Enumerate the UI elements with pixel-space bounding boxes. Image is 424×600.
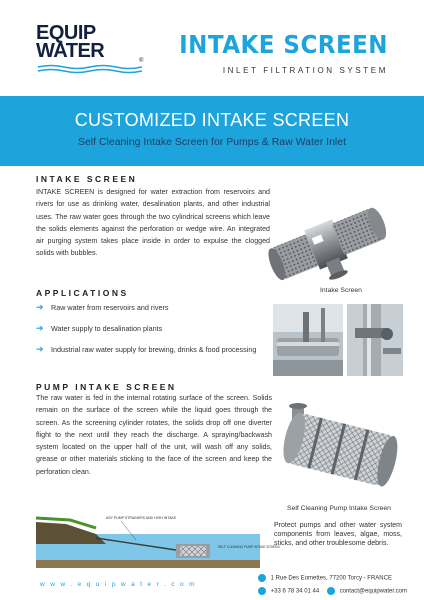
intake-screen-image bbox=[262, 196, 396, 286]
page-header bbox=[0, 0, 424, 96]
application-item bbox=[36, 323, 268, 344]
banner-subtitle: Self Cleaning Intake Screen for Pumps & Raw Water Inlet bbox=[77, 136, 347, 148]
pump-heading: PUMP INTAKE SCREEN bbox=[36, 382, 177, 392]
applications-list bbox=[36, 302, 268, 365]
applications-heading: APPLICATIONS bbox=[36, 288, 129, 298]
location-icon bbox=[258, 574, 266, 582]
logo-line2: WATER bbox=[36, 40, 105, 62]
email-icon bbox=[327, 587, 335, 595]
phone-icon bbox=[258, 587, 266, 595]
phone-text[interactable]: +33 6 78 34 01 44 bbox=[270, 588, 320, 595]
diagram-label-top: ASY PUMP STRAINERS AND HIGH INTAKE bbox=[106, 516, 177, 520]
arrow-right-icon: ➔ bbox=[36, 344, 44, 354]
installation-diagram bbox=[36, 504, 280, 568]
application-label: Water supply to desalination plants bbox=[51, 324, 163, 333]
arrow-right-icon: ➔ bbox=[36, 302, 44, 312]
installation-photo-2 bbox=[347, 304, 403, 376]
reservoir-diagram-illustration bbox=[36, 504, 280, 568]
valve-installation-photo-icon bbox=[347, 304, 403, 376]
website-link[interactable]: www.equipwater.com bbox=[40, 581, 201, 588]
pump-intake-screen-image bbox=[272, 398, 402, 498]
equipwater-logo[interactable] bbox=[36, 24, 146, 76]
footer-contact bbox=[258, 587, 407, 595]
protect-description: Protect pumps and other water system components from leaves, algae, moss, sticks, and other troublesome debris. bbox=[274, 522, 402, 547]
pump-intake-screen-illustration bbox=[272, 398, 402, 498]
intake-description: INTAKE SCREEN is designed for water extraction from reservoirs and rivers for use as drinking water, desalination plants, and other industrial uses. The raw water goes through the two cylindrical screens which leave the solids elements against the perforation or wedge wire. An integrated air purging system takes place inside in order to expulse the clogged solids with bubbles. bbox=[36, 188, 270, 258]
intake-screen-illustration bbox=[262, 196, 396, 286]
pump-description: The raw water is fed in the internal rotating surface of the screen. Solids remain on the surface of the screen while the liquid goes through the screen. As the screening cylinder rotates, the solids drop off one diverter flight to the next until they reach the discharge. A spraying/backwash system located on the upper half of the unit, will wash off any solids, grease or other materials sticking to the face of the screen and keep the perforation clean. bbox=[36, 394, 272, 476]
intake-heading: INTAKE SCREEN bbox=[36, 174, 138, 184]
pipe-installation-photo-icon bbox=[273, 304, 343, 376]
arrow-right-icon: ➔ bbox=[36, 323, 44, 333]
application-item bbox=[36, 344, 268, 365]
application-label: Raw water from reservoirs and rivers bbox=[51, 303, 169, 312]
footer-address bbox=[258, 574, 392, 582]
pump-image-caption: Self Cleaning Pump Intake Screen bbox=[287, 505, 391, 512]
email-link[interactable]: contact@equipwater.com bbox=[339, 588, 408, 595]
page-footer bbox=[0, 568, 424, 600]
logo-line1: EQUIP bbox=[36, 22, 96, 44]
logo-registered-mark: ® bbox=[139, 58, 144, 64]
address-text: 1 Rue Des Eomettes, 77200 Torcy - FRANCE bbox=[270, 575, 392, 582]
banner-title: CUSTOMIZED INTAKE SCREEN bbox=[74, 110, 350, 130]
intake-image-caption: Intake Screen bbox=[320, 287, 362, 294]
diagram-label-right: SELF CLEANING PUMP INTAKE SCREEN bbox=[218, 545, 280, 549]
application-label: Industrial raw water supply for brewing, drinks & food processing bbox=[51, 345, 257, 354]
brand-title: INTAKE SCREEN bbox=[179, 30, 388, 59]
logo-waves-icon bbox=[38, 64, 142, 74]
title-banner bbox=[0, 96, 424, 166]
brand-subtitle: INLET FILTRATION SYSTEM bbox=[222, 66, 388, 75]
installation-photo-1 bbox=[273, 304, 343, 376]
application-item bbox=[36, 302, 268, 323]
